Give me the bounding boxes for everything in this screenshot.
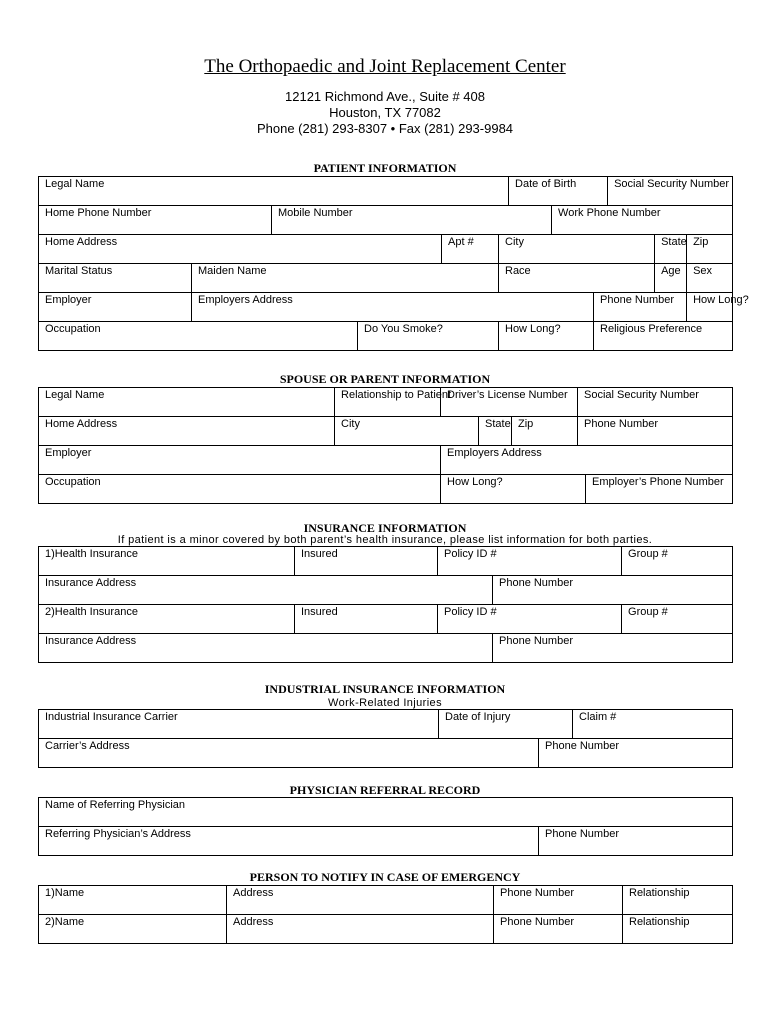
- spouse-legal-name-field[interactable]: [39, 388, 335, 417]
- field-label: Group #: [628, 548, 668, 560]
- field-label: Maiden Name: [198, 265, 267, 277]
- field-label: Age: [661, 265, 681, 277]
- patient-ssn-field[interactable]: [608, 177, 733, 206]
- field-label: Employers Address: [447, 447, 542, 459]
- emergency-relationship-2-field[interactable]: [623, 915, 733, 944]
- field-label: Apt #: [448, 236, 474, 248]
- industrial-section-title: INDUSTRIAL INSURANCE INFORMATION: [264, 682, 506, 696]
- spouse-relationship-field[interactable]: [335, 388, 452, 417]
- field-label: Social Security Number: [584, 389, 699, 401]
- field-label: Group #: [628, 606, 668, 618]
- industrial-subtitle: Work-Related Injuries: [328, 697, 442, 709]
- field-label: Policy ID #: [444, 548, 497, 560]
- physician-table: [38, 797, 733, 856]
- insurance-phone-1-field[interactable]: [493, 576, 733, 605]
- field-label: Date of Injury: [445, 711, 511, 723]
- spouse-how-long-field[interactable]: [441, 475, 586, 504]
- field-label: Claim #: [579, 711, 617, 723]
- field-label: Phone Number: [499, 635, 573, 647]
- health-insurance-2-field[interactable]: [39, 605, 295, 634]
- field-label: How Long?: [693, 294, 749, 306]
- patient-smoke-how-long-field[interactable]: [499, 322, 594, 351]
- field-label: City: [341, 418, 360, 430]
- patient-phone-field[interactable]: [594, 293, 687, 322]
- field-label: 1)Name: [45, 887, 85, 899]
- insurance-address-2-field[interactable]: [39, 634, 493, 663]
- field-label: Legal Name: [45, 389, 105, 401]
- spouse-phone-field[interactable]: [578, 417, 733, 446]
- field-label: Marital Status: [45, 265, 113, 277]
- insurance-address-1-field[interactable]: [39, 576, 493, 605]
- patient-smoke-field[interactable]: [358, 322, 499, 351]
- field-label: Employer: [45, 447, 92, 459]
- phone-fax-line: Phone (281) 293-8307 • Fax (281) 293-9984: [256, 121, 514, 136]
- field-label: Name of Referring Physician: [45, 799, 186, 811]
- emergency-address-2-field[interactable]: [227, 915, 494, 944]
- referring-physician-address-field[interactable]: [39, 827, 539, 856]
- patient-city-field[interactable]: [499, 235, 655, 264]
- policy-id-2-field[interactable]: [438, 605, 622, 634]
- field-label: Phone Number: [499, 577, 573, 589]
- field-label: Relationship to Patient: [341, 389, 452, 401]
- spouse-license-field[interactable]: [441, 388, 578, 417]
- field-label: Sex: [693, 265, 713, 277]
- field-label: State: [485, 418, 511, 430]
- field-label: 2)Health Insurance: [45, 606, 138, 618]
- field-label: Home Phone Number: [45, 207, 152, 219]
- patient-section-title: PATIENT INFORMATION: [313, 161, 457, 175]
- field-label: City: [505, 236, 524, 248]
- field-label: Zip: [518, 418, 534, 430]
- field-label: State: [661, 236, 687, 248]
- patient-home-phone-field[interactable]: [39, 206, 272, 235]
- emergency-phone-1-field[interactable]: [494, 886, 623, 915]
- patient-state-field[interactable]: [655, 235, 687, 264]
- field-label: Employers Address: [198, 294, 293, 306]
- insurance-phone-2-field[interactable]: [493, 634, 733, 663]
- spouse-employer-phone-field[interactable]: [586, 475, 733, 504]
- field-label: Policy ID #: [444, 606, 497, 618]
- patient-religion-field[interactable]: [594, 322, 733, 351]
- field-label: Carrier’s Address: [45, 740, 130, 752]
- field-label: Industrial Insurance Carrier: [45, 711, 178, 723]
- insurance-table: [38, 546, 733, 663]
- field-label: Phone Number: [600, 294, 675, 306]
- field-label: Zip: [693, 236, 709, 248]
- patient-how-long-field[interactable]: [687, 293, 749, 322]
- patient-legal-name-field[interactable]: [39, 177, 509, 206]
- field-label: How Long?: [447, 476, 503, 488]
- spouse-state-field[interactable]: [479, 417, 512, 446]
- spouse-city-field[interactable]: [335, 417, 479, 446]
- insurance-section-title: INSURANCE INFORMATION: [303, 521, 467, 535]
- field-label: Date of Birth: [515, 178, 577, 190]
- field-label: Mobile Number: [278, 207, 353, 219]
- field-label: Social Security Number: [614, 178, 730, 190]
- field-label: Referring Physician’s Address: [45, 828, 191, 840]
- patient-zip-field[interactable]: [687, 235, 733, 264]
- clinic-address: [0, 89, 770, 137]
- insured-2-field[interactable]: [295, 605, 438, 634]
- emergency-name-2-field[interactable]: [39, 915, 227, 944]
- patient-mobile-field[interactable]: [272, 206, 552, 235]
- patient-dob-field[interactable]: [509, 177, 608, 206]
- field-label: Phone Number: [545, 828, 619, 840]
- emergency-phone-2-field[interactable]: [494, 915, 623, 944]
- patient-maiden-field[interactable]: [192, 264, 499, 293]
- health-insurance-1-field[interactable]: [39, 547, 295, 576]
- emergency-name-1-field[interactable]: [39, 886, 227, 915]
- field-label: Phone Number: [500, 916, 574, 928]
- field-label: Phone Number: [545, 740, 619, 752]
- policy-id-1-field[interactable]: [438, 547, 622, 576]
- emergency-section-title: PERSON TO NOTIFY IN CASE OF EMERGENCY: [249, 870, 521, 884]
- field-label: 1)Health Insurance: [45, 548, 138, 560]
- patient-work-phone-field[interactable]: [552, 206, 733, 235]
- spouse-table: [38, 387, 733, 504]
- spouse-zip-field[interactable]: [512, 417, 578, 446]
- field-label: Home Address: [45, 418, 118, 430]
- field-label: Insured: [301, 548, 338, 560]
- emergency-relationship-1-field[interactable]: [623, 886, 733, 915]
- industrial-carrier-field[interactable]: [39, 710, 439, 739]
- address-line-1: 12121 Richmond Ave., Suite # 408: [285, 89, 485, 104]
- patient-occupation-field[interactable]: [39, 322, 358, 351]
- physician-phone-field[interactable]: [539, 827, 733, 856]
- field-label: Home Address: [45, 236, 118, 248]
- page-title: The Orthopaedic and Joint Replacement Center: [204, 56, 566, 77]
- group-2-field[interactable]: [622, 605, 733, 634]
- field-label: Relationship: [629, 916, 690, 928]
- claim-number-field[interactable]: [573, 710, 733, 739]
- field-label: 2)Name: [45, 916, 85, 928]
- patient-age-field[interactable]: [655, 264, 687, 293]
- patient-home-address-field[interactable]: [39, 235, 442, 264]
- field-label: Address: [233, 887, 274, 899]
- field-label: Work Phone Number: [558, 207, 661, 219]
- spouse-employer-field[interactable]: [39, 446, 441, 475]
- field-label: Driver’s License Number: [447, 389, 568, 401]
- field-label: Employer: [45, 294, 92, 306]
- field-label: Phone Number: [500, 887, 574, 899]
- date-of-injury-field[interactable]: [439, 710, 573, 739]
- field-label: Occupation: [45, 476, 101, 488]
- patient-race-field[interactable]: [499, 264, 655, 293]
- spouse-home-address-field[interactable]: [39, 417, 335, 446]
- field-label: Insured: [301, 606, 338, 618]
- industrial-phone-field[interactable]: [539, 739, 733, 768]
- field-label: Relationship: [629, 887, 690, 899]
- field-label: How Long?: [505, 323, 561, 335]
- patient-employer-field[interactable]: [39, 293, 192, 322]
- emergency-address-1-field[interactable]: [227, 886, 494, 915]
- field-label: Occupation: [45, 323, 101, 335]
- carrier-address-field[interactable]: [39, 739, 539, 768]
- group-1-field[interactable]: [622, 547, 733, 576]
- field-label: Religious Preference: [600, 323, 703, 335]
- patient-sex-field[interactable]: [687, 264, 733, 293]
- field-label: Insurance Address: [45, 577, 137, 589]
- physician-section-title: PHYSICIAN REFERRAL RECORD: [289, 783, 481, 797]
- address-line-2: Houston, TX 77082: [329, 105, 441, 120]
- insurance-subtitle: If patient is a minor covered by both parent’s health insurance, please list information for both parties.: [117, 534, 653, 546]
- referring-physician-name-field[interactable]: [39, 798, 733, 827]
- patient-marital-field[interactable]: [39, 264, 192, 293]
- patient-employer-address-field[interactable]: [192, 293, 594, 322]
- field-label: Employer’s Phone Number: [592, 476, 724, 488]
- industrial-table: [38, 709, 733, 768]
- spouse-employer-address-field[interactable]: [441, 446, 733, 475]
- patient-table: [38, 176, 749, 351]
- spouse-ssn-field[interactable]: [578, 388, 733, 417]
- insured-1-field[interactable]: [295, 547, 438, 576]
- spouse-section-title: SPOUSE OR PARENT INFORMATION: [279, 372, 491, 386]
- field-label: Insurance Address: [45, 635, 137, 647]
- field-label: Address: [233, 916, 274, 928]
- emergency-table: [38, 885, 733, 944]
- field-label: Legal Name: [45, 178, 105, 190]
- field-label: Do You Smoke?: [364, 323, 443, 335]
- spouse-occupation-field[interactable]: [39, 475, 441, 504]
- patient-apt-field[interactable]: [442, 235, 499, 264]
- field-label: Race: [505, 265, 531, 277]
- field-label: Phone Number: [584, 418, 659, 430]
